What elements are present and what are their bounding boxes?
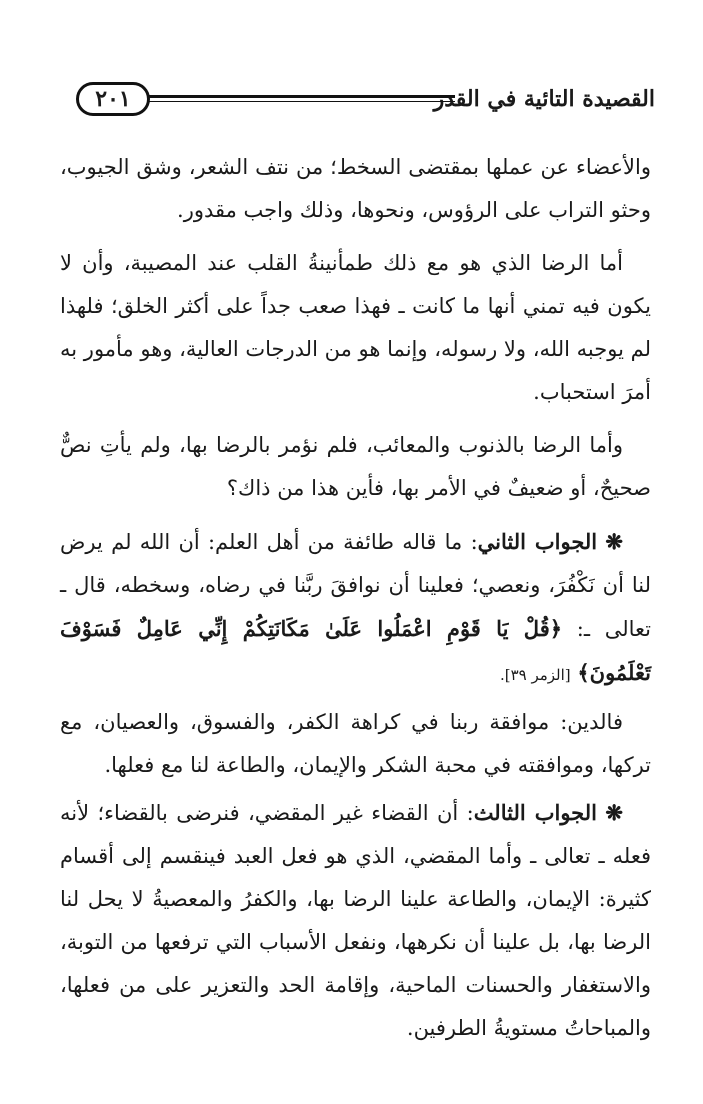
paragraph-answer-2 <box>60 520 651 697</box>
paragraph: والأعضاء عن عملها بمقتضى السخط؛ من نتف الشعر، وشق الجيوب، وحثو التراب على الرؤوس، ونحوها، وذلك واجب مقدور. <box>60 155 651 222</box>
header-rule <box>146 95 455 105</box>
star-icon: ❋ <box>605 529 624 554</box>
paragraph: وأما الرضا بالذنوب والمعائب، فلم نؤمر بالرضا بها، ولم يأتِ نصٌّ صحيحٌ، أو ضعيفٌ في الأمر بها، فأين هذا من ذاك؟ <box>60 433 651 500</box>
answer-text: : أن القضاء غير المقضي، فنرضى بالقضاء؛ لأنه فعله ـ تعالى ـ وأما المقضي، الذي هو فعل العبد فينقسم إلى أقسام كثيرة: الإيمان، والطاعة علينا الرضا بها، والكفرُ والمعصيةُ لا يحل لنا الرضا بها، بل علينا أن نكرهها، ونفعل الأسباب التي ترفعها من التوبة، والاستغفار والحسنات الماحية، وإقامة الحد والتعزير على من فعلها، والمباحاتُ مستويةُ الطرفين. <box>60 801 651 1040</box>
paragraph: فالدين: موافقة ربنا في كراهة الكفر، والفسوق، والعصيان، مع تركها، وموافقته في محبة الشكر والإيمان، والطاعة لنا مع فعلها. <box>60 710 651 777</box>
quran-verse: ﴿قُلْ يَا قَوْمِ اعْمَلُوا عَلَىٰ مَكَانَتِكُمْ إِنِّي عَامِلٌ فَسَوْفَ تَعْلَمُونَ﴾ <box>60 616 651 685</box>
quran-reference: [الزمر ٣٩]. <box>499 666 571 684</box>
star-icon: ❋ <box>605 800 623 825</box>
answer-label: الجواب الثاني <box>477 529 598 554</box>
paragraph: أما الرضا الذي هو مع ذلك طمأنينةُ القلب عند المصيبة، وأن لا يكون فيه تمني أنها ما كانت ـ فهذا صعب جداً على أكثر الخلق؛ فلهذا لم يوجبه الله، ولا رسوله، وإنما هو من الدرجات العالية، وهو مأمور به أمرَ استحباب. <box>60 251 651 404</box>
answer-label: الجواب الثالث <box>473 800 597 825</box>
answer-text: : ما قاله طائفة من أهل العلم: أن الله لم يرض لنا أن نَكْفُرَ، ونعصي؛ فعلينا أن نوافقَ ربَّنا في رضاه، وسخطه، قال ـ تعالى ـ: <box>60 530 651 641</box>
page-header <box>76 82 655 122</box>
page-body <box>60 146 651 1060</box>
page-number: ٢٠١ <box>76 82 150 116</box>
paragraph-answer-3 <box>60 791 651 1050</box>
running-title: القصيدة التائية في القدر <box>428 84 655 114</box>
